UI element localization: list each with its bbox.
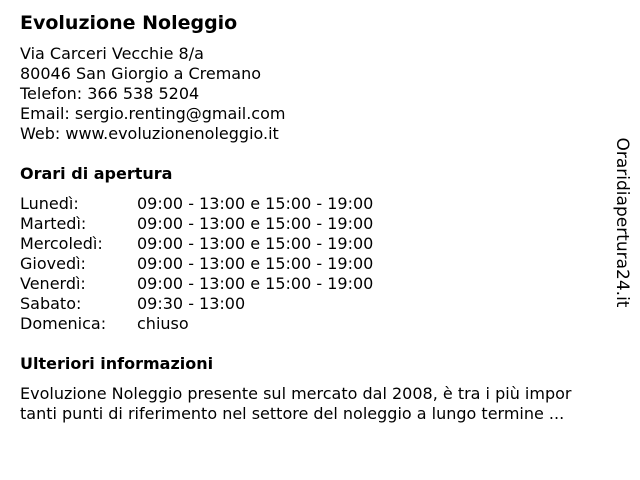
phone-number[interactable]: Telefon: 366 538 5204	[20, 84, 200, 103]
time-value: 09:00 - 13:00 e 15:00 - 19:00	[137, 254, 374, 273]
time-value: 09:00 - 13:00 e 15:00 - 19:00	[137, 214, 374, 233]
description-line: Evoluzione Noleggio presente sul mercato dal 2008, è tra i più impor	[20, 384, 572, 403]
time-value: chiuso	[137, 314, 189, 333]
day-label: Martedì:	[20, 214, 87, 233]
day-label: Domenica:	[20, 314, 107, 333]
day-label: Mercoledì:	[20, 234, 103, 253]
side-brand-text: Oraridiapertura24.it	[612, 137, 632, 308]
day-label: Venerdì:	[20, 274, 86, 293]
address-city: 80046 San Giorgio a Cremano	[20, 64, 262, 83]
address-street: Via Carceri Vecchie 8/a	[20, 44, 204, 63]
business-description	[20, 384, 620, 424]
time-value: 09:00 - 13:00 e 15:00 - 19:00	[137, 274, 374, 293]
day-label: Sabato:	[20, 294, 82, 313]
time-value: 09:30 - 13:00	[137, 294, 246, 313]
day-label: Lunedì:	[20, 194, 79, 213]
time-value: 09:00 - 13:00 e 15:00 - 19:00	[137, 234, 374, 253]
opening-hours-heading: Orari di apertura	[20, 164, 173, 183]
contact-block	[20, 44, 285, 144]
description-line: tanti punti di riferimento nel settore del noleggio a lungo termine ...	[20, 404, 565, 423]
side-brand-watermark[interactable]	[604, 135, 640, 310]
business-name: Evoluzione Noleggio	[20, 12, 238, 34]
day-label: Giovedì:	[20, 254, 86, 273]
email-address[interactable]: Email: sergio.renting@gmail.com	[20, 104, 286, 123]
more-info-heading: Ulteriori informazioni	[20, 354, 214, 373]
time-value: 09:00 - 13:00 e 15:00 - 19:00	[137, 194, 374, 213]
website-link[interactable]: Web: www.evoluzionenoleggio.it	[20, 124, 279, 143]
